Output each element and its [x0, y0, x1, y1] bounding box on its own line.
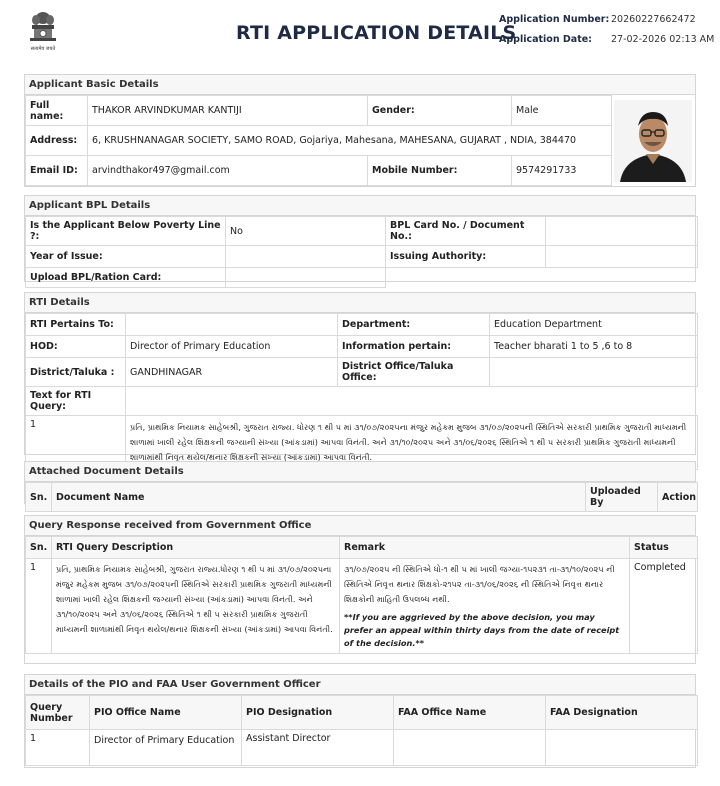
- col-header: Sn.: [26, 537, 52, 559]
- col-header: Uploaded By: [586, 483, 658, 512]
- page-header: [0, 0, 720, 66]
- page-title: RTI APPLICATION DETAILS: [236, 22, 517, 44]
- rti-table: [25, 313, 698, 470]
- email-value: arvindthakor497@gmail.com: [88, 156, 368, 186]
- attached-docs-table: [25, 482, 698, 512]
- response-sn: 1: [26, 559, 52, 654]
- remark-text: ૩૧/૦૭/૨૦૨૫ ની સ્થિતિએ ધો-૧ થી ૫ માં ખાલી જગ્યા-૧૫૨૩૧ તા-૩૧/૧૦/૨૦૨૫ ની સ્થિતિએ નિવૃત્ત થનાર શિક્ષકો-૨૧૫૨ તા-૩૧/૦૬/૨૦૨૬ ની સ્થિતિએ નિવૃત્ત થનાર શિક્ષકોની માહિતી ઉપલબ્ધ નથી.: [344, 564, 615, 604]
- bpl-question-value: No: [226, 217, 386, 246]
- col-header: Query Number: [26, 696, 90, 730]
- section-title: Details of the PIO and FAA User Government Officer: [25, 675, 695, 695]
- section-title: RTI Details: [25, 293, 695, 313]
- query-response-section: [24, 515, 696, 664]
- applicant-photo: [614, 100, 692, 182]
- department-label: Department:: [338, 314, 490, 336]
- year-label: Year of Issue:: [26, 246, 226, 268]
- col-header: FAA Office Name: [394, 696, 546, 730]
- bpl-card-label: BPL Card No. / Document No.:: [386, 217, 546, 246]
- bpl-card-value: [546, 217, 698, 246]
- district-value: GANDHINAGAR: [126, 358, 338, 387]
- pertains-value: [126, 314, 338, 336]
- full-name-label: Full name:: [26, 96, 88, 126]
- col-header: Remark: [340, 537, 630, 559]
- col-header: PIO Office Name: [90, 696, 242, 730]
- upload-label: Upload BPL/Ration Card:: [26, 268, 226, 288]
- info-value: Teacher bharati 1 to 5 ,6 to 8: [490, 336, 698, 358]
- hod-label: HOD:: [26, 336, 126, 358]
- section-title: Applicant Basic Details: [25, 75, 695, 95]
- response-remark: [340, 559, 630, 654]
- upload-value[interactable]: [226, 268, 386, 288]
- response-description: પ્રતિ, પ્રાથમિક નિયામક સાહેબશ્રી, ગુજરાત રાજ્ય.ધોરણ ૧ થી ૫ માં ૩૧/૦૭/૨૦૨૫ના મંજુર મહેકમ મુજબ ૩૧/૦૭/૨૦૨૫ની સ્થિતિએ સરકારી પ્રાથમિક ગુજરાતી માધ્યમની શાળામાં ખાલી રહેલ શિક્ષકની જગ્યાની સંખ્યા (આંકડામાં) આપવા વિનંતી. અને ૩૧/૧૦/૨૦૨૫ અને ૩૧/૦૬/૨૦૨૬ સ્થિતિએ ૧ થી ૫ સરકારી પ્રાથમિક ગુજરાતી માધ્યમની શાળામાંથી નિવૃત થયેલ/થનાર શિક્ષકની સંખ્યા (આંકડામાં) આપવા વિનંતી.: [52, 559, 340, 654]
- full-name-value: THAKOR ARVINDKUMAR KANTIJI: [88, 96, 368, 126]
- query-number: 1: [26, 416, 126, 470]
- app-date-label: Application Date:: [499, 34, 592, 45]
- pio-office-name: Director of Primary Education: [90, 730, 242, 766]
- hod-value: Director of Primary Education: [126, 336, 338, 358]
- pertains-label: RTI Pertains To:: [26, 314, 126, 336]
- pio-faa-section: [24, 674, 696, 768]
- col-header: RTI Query Description: [52, 537, 340, 559]
- gender-value: Male: [512, 96, 612, 126]
- response-status: Completed: [630, 559, 698, 654]
- authority-value: [546, 246, 698, 268]
- pio-query-number: 1: [26, 730, 90, 766]
- col-header: PIO Designation: [242, 696, 394, 730]
- faa-office-name: [394, 730, 546, 766]
- table-row: [26, 559, 698, 654]
- col-header: Action: [658, 483, 698, 512]
- section-title: Query Response received from Government Office: [25, 516, 695, 536]
- section-title: Applicant BPL Details: [25, 196, 695, 216]
- col-header: Status: [630, 537, 698, 559]
- info-label: Information pertain:: [338, 336, 490, 358]
- response-table: [25, 536, 698, 654]
- gender-label: Gender:: [368, 96, 512, 126]
- district-office-value: [490, 358, 698, 387]
- query-text: પ્રતિ, પ્રાથમિક નિયામક સાહેબશ્રી, ગુજરાત રાજ્ય. ધોરણ ૧ થી ૫ માં ૩૧/૦૭/૨૦૨૫ના મંજુર મહેકમ મુજબ ૩૧/૦૭/૨૦૨૫ની સ્થિતિએ સરકારી પ્રાથમિક ગુજરાતી માધ્યમની શાળામાં ખાલી રહેલ શિક્ષકની જગ્યાની સંખ્યા (આંકડામાં) આપવા વિનંતી. અને ૩૧/૧૦/૨૦૨૫ અને ૩૧/૦૬/૨૦૨૬ સ્થિતિએ ૧ થી ૫ સરકારી પ્રાથમિક ગુજરાતી માધ્યમની શાળામાંથી નિવૃત થયેલ/થનાર શિક્ષકની સંખ્યા (આંકડામાં) આપવા વિનંતી.: [126, 416, 698, 470]
- remark-note: **If you are aggrieved by the above decision, you may prefer an appeal within thirty days from the date of receipt of the decision.**: [344, 612, 620, 648]
- department-value: Education Department: [490, 314, 698, 336]
- mobile-label: Mobile Number:: [368, 156, 512, 186]
- attached-docs-section: [24, 461, 697, 508]
- application-meta: [499, 10, 714, 50]
- year-value: [226, 246, 386, 268]
- pio-designation: Assistant Director: [242, 730, 394, 766]
- authority-label: Issuing Authority:: [386, 246, 546, 268]
- app-number-value: 20260227662472: [611, 14, 696, 25]
- col-header: Document Name: [52, 483, 586, 512]
- svg-text:सत्यमेव जयते: सत्यमेव जयते: [30, 46, 56, 52]
- address-value: 6, KRUSHNANAGAR SOCIETY, SAMO ROAD, Gojariya, Mahesana, MAHESANA, GUJARAT , NDIA, 384470: [88, 126, 612, 156]
- app-date-value: 27-02-2026 02:13 AM: [611, 34, 715, 45]
- table-row: [26, 730, 698, 766]
- bpl-table: [25, 216, 698, 288]
- pio-faa-table: [25, 695, 698, 766]
- rti-section: [24, 292, 696, 462]
- mobile-value: 9574291733: [512, 156, 612, 186]
- section-title: Attached Document Details: [25, 462, 695, 482]
- col-header: FAA Designation: [546, 696, 698, 730]
- applicant-table: [25, 95, 698, 186]
- email-label: Email ID:: [26, 156, 88, 186]
- faa-designation: [546, 730, 698, 766]
- national-emblem-icon: [26, 8, 60, 58]
- district-label: District/Taluka :: [26, 358, 126, 387]
- app-number-label: Application Number:: [499, 14, 610, 25]
- applicant-basic-section: [24, 74, 696, 187]
- query-label: Text for RTI Query:: [26, 387, 126, 416]
- bpl-question-label: Is the Applicant Below Poverty Line ?:: [26, 217, 226, 246]
- address-label: Address:: [26, 126, 88, 156]
- col-header: Sn.: [26, 483, 52, 512]
- bpl-section: [24, 195, 696, 282]
- district-office-label: District Office/Taluka Office:: [338, 358, 490, 387]
